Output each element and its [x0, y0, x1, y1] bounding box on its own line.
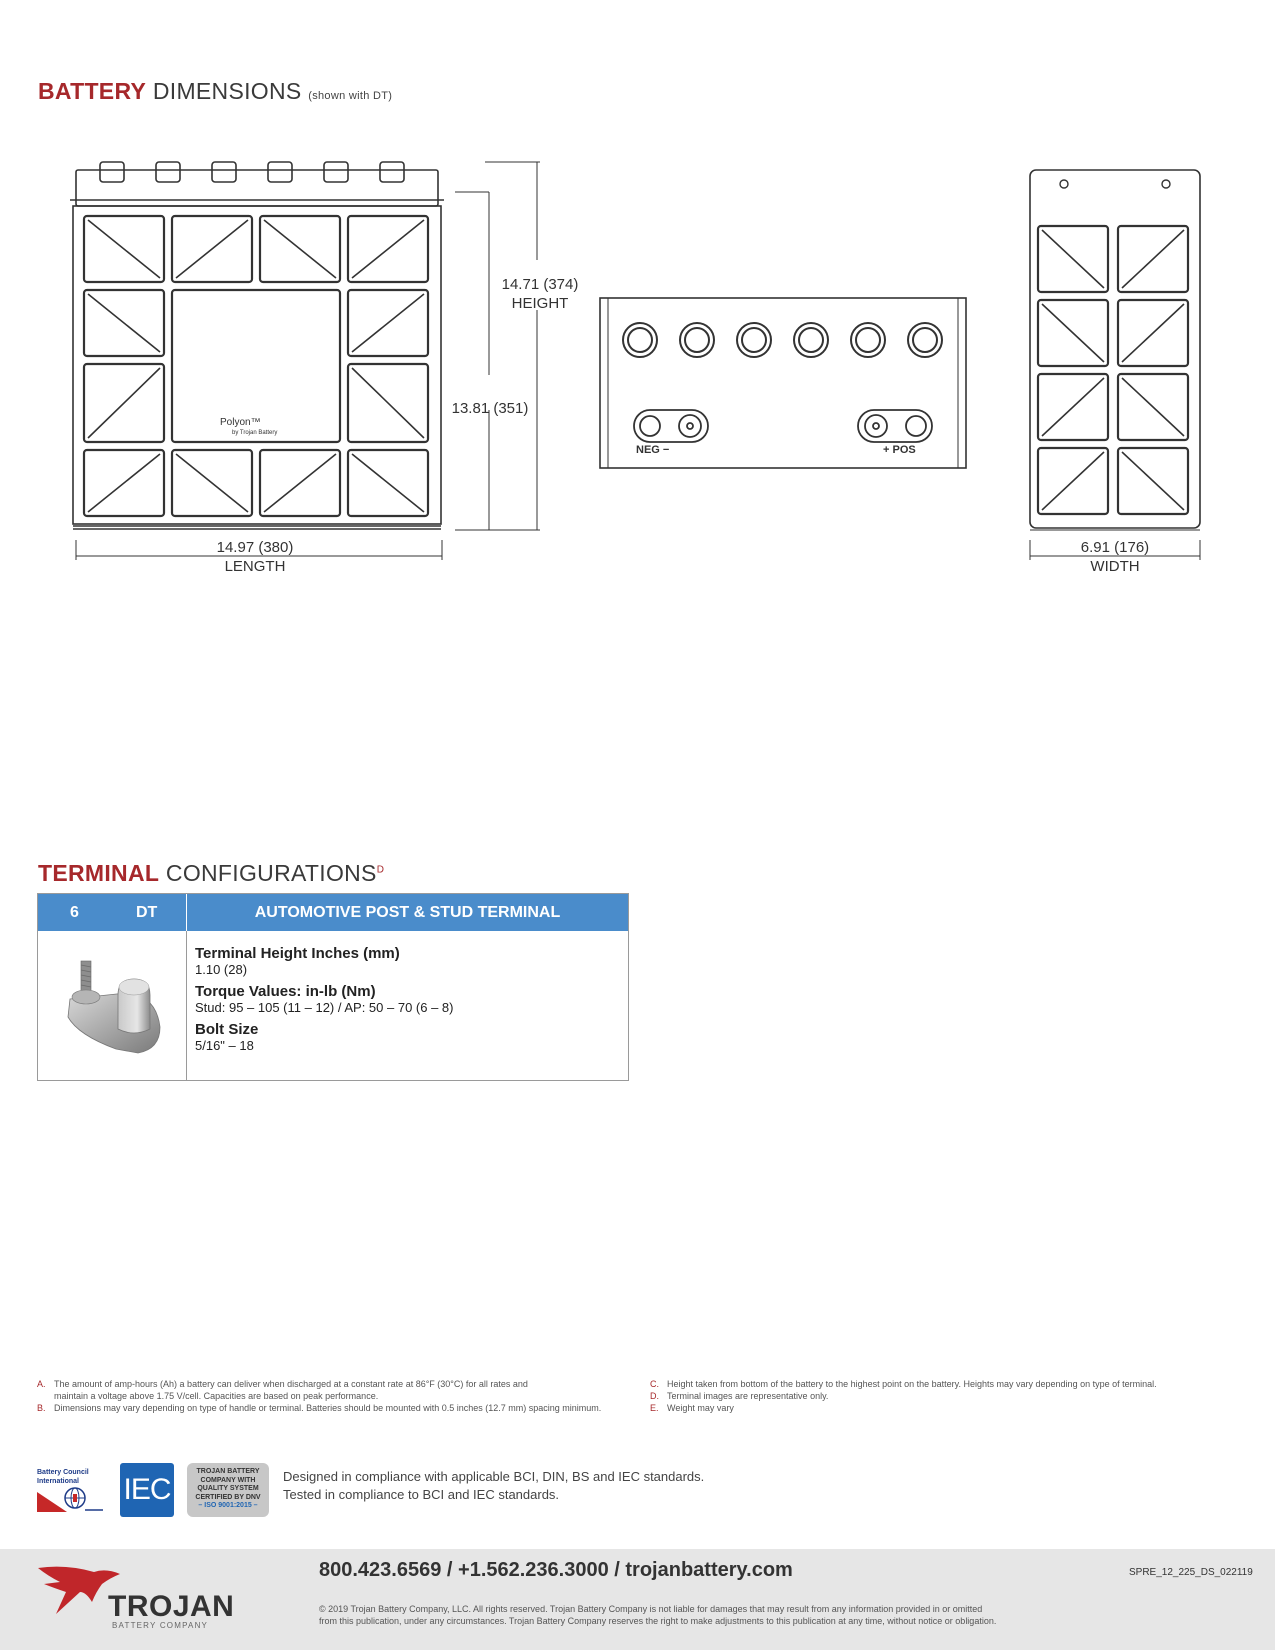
torque-values-value: Stud: 95 – 105 (11 – 12) / AP: 50 – 70 (6 – 8) — [195, 1000, 454, 1015]
footnote-d: D. Terminal images are representative only. — [650, 1391, 829, 1401]
torque-values-label: Torque Values: in-lb (Nm) — [195, 983, 376, 1000]
terminal-type-name: AUTOMOTIVE POST & STUD TERMINAL — [254, 903, 561, 921]
terminal-post-stud-icon — [38, 931, 187, 1080]
footnote-a-cont: maintain a voltage above 1.75 V/cell. Capacities are based on peak performance. — [54, 1391, 379, 1401]
battery-side-view — [1026, 168, 1204, 568]
bci-globe-icon — [37, 1486, 105, 1512]
pos-terminal-label: + POS — [883, 444, 916, 456]
footnote-e: E. Weight may vary — [650, 1403, 734, 1413]
height-overall-label: 14.71 (374) HEIGHT — [501, 276, 579, 312]
bolt-size-value: 5/16" – 18 — [195, 1038, 254, 1053]
battery-dimensions-title: BATTERY DIMENSIONS (shown with DT) — [38, 78, 393, 104]
terminal-table — [37, 893, 629, 1081]
terminal-code: DT — [136, 903, 158, 921]
height-dimension-lines — [455, 160, 545, 540]
document-id: SPRE_12_225_DS_022119 — [1129, 1567, 1253, 1578]
terminal-image — [38, 931, 187, 1080]
iec-logo: IEC — [120, 1463, 174, 1517]
terminal-height-value: 1.10 (28) — [195, 962, 248, 977]
polyon-brand: Polyon™ by Trojan Battery — [220, 417, 278, 436]
contact-info: 800.423.6569 / +1.562.236.3000 / trojanbattery.com — [319, 1559, 793, 1581]
terminal-height-label: Terminal Height Inches (mm) — [195, 945, 400, 962]
terminal-count: 6 — [70, 903, 79, 921]
terminal-specs — [187, 931, 462, 1080]
length-label: 14.97 (380) LENGTH — [216, 539, 294, 575]
terminal-configurations-title: TERMINAL $CONFIGURATIONS^D$ — [38, 860, 385, 886]
bci-logo: Battery Council International — [37, 1468, 105, 1512]
terminal-table-header — [38, 894, 628, 931]
footnote-c: C. Height taken from bottom of the battery to the highest point on the battery. Heights may vary depending on type of terminal. — [650, 1379, 1157, 1389]
footnotes-left — [37, 1378, 637, 1414]
trojan-logo-text: TROJAN — [108, 1590, 235, 1623]
terminal-table-row — [38, 931, 628, 1080]
width-label: 6.91 (176) WIDTH — [1080, 539, 1150, 575]
trojan-logo-sub: BATTERY COMPANY — [112, 1621, 209, 1630]
bolt-size-label: Bolt Size — [195, 1021, 259, 1038]
compliance-statement: Designed in compliance with applicable BCI, DIN, BS and IEC standards. Tested in compliance to BCI and IEC standards. — [283, 1469, 705, 1502]
footnote-a: A. The amount of amp-hours (Ah) a battery can deliver when discharged at a constant rate at 86°F (30°C) for all rates and — [37, 1379, 528, 1389]
copyright-notice: © 2019 Trojan Battery Company, LLC. All rights reserved. Trojan Battery Company is not liable for damages that may result from any information provided in or omitted from this publication, under any circumstances. Trojan Battery Company reserves the right to make adjustments to this publication at any time, without notice or obligation. — [319, 1604, 997, 1626]
iso-certification-badge: TROJAN BATTERY COMPANY WITH QUALITY SYSTEM CERTIFIED BY DNV – ISO 9001:2015 – — [187, 1463, 269, 1517]
footnote-b: B. Dimensions may vary depending on type of handle or terminal. Batteries should be mounted with 0.5 inches (12.7 mm) spacing minimum. — [37, 1403, 602, 1413]
footnotes-right — [650, 1378, 1250, 1414]
neg-terminal-label: NEG − — [636, 444, 670, 456]
battery-front-view — [70, 160, 450, 540]
height-container-label: 13.81 (351) — [451, 400, 529, 417]
